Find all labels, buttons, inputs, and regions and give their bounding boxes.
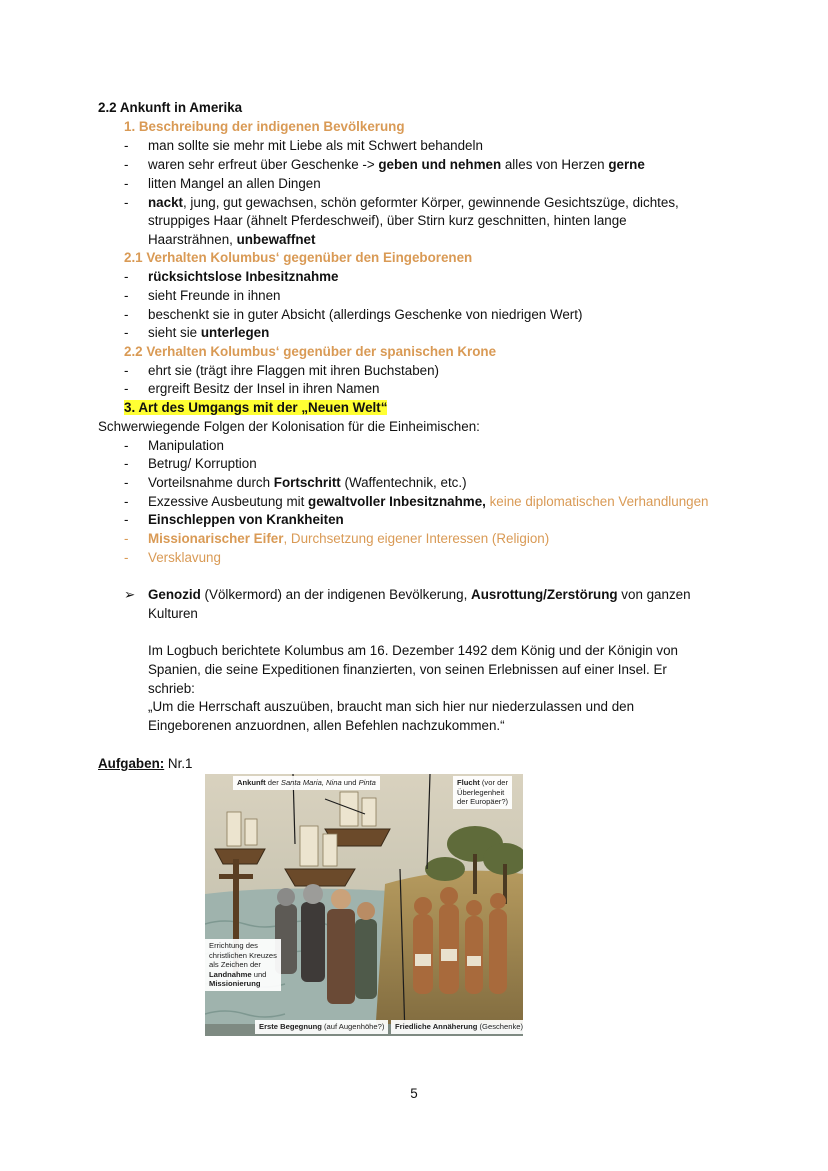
painting-illustration: [205, 774, 523, 1036]
page-number: 5: [410, 1086, 418, 1101]
caption-flight: Flucht (vor der Überlegenheit der Europäer?): [453, 776, 512, 809]
heading-behavior-crown: 2.2 Verhalten Kolumbus‘ gegenüber der spanischen Krone: [124, 344, 497, 359]
arrow-bullet-icon: ➢: [124, 587, 136, 602]
document-page: 2.2 Ankunft in Amerika 1. Beschreibung der indigenen Bevölkerung - man sollte sie mehr mit Liebe als mit Schwert behandeln - waren sehr erfreut über Geschenke -> geben und nehmen alles von Herzen gerne - litten Mangel an allen Dingen - nackt, jung, gut gewachsen, schön geformter Körper, gewinnende Gesichtszüge, dichtes, struppiges Haar (ähnelt Pferdeschweif), über Stirn kurz geschnitten, hinten lange Haarsträhnen, unbewaffnet 2.1 Verhalten Kolumbus‘ gegenüber den Eingeborenen - rücksichtslose Inbesitznahme - sieht Freunde in ihnen - beschenkt sie in guter Absicht (allerdings Geschenke von niedrigen Wert) - sieht sie unterlegen 2.2 Verhalten Kolumbus‘ gegenüber der spanischen Krone - ehrt sie (trägt ihre Flaggen mit ihren Buchstaben) - ergreift Besitz der Insel in ihren Namen 3. Art des Umgangs mit der „Neuen Welt“ Schwerwiegende Folgen der Kolonisation für die Einheimischen: - Manipulation - Betrug/ Korruption - Vorteilsnahme durch Fortschritt (Waffentechnik, etc.) - Exzessive Ausbeutung mit gewaltvoller Inbesitznahme, keine diplomatischen Verhandlungen - Einschleppen von Krankheiten - Missionarischer Eifer, Durchsetzung eigener Interessen (Religion) - Versklavung ➢ Genozid (Völkermord) an der indigenen Bevölkerung, Ausrottung/Zerstörung von ganzen Kulturen Im Logbuch berichtete Kolumbus am 16. Dezember 1492 dem König und der Königin von Spanien, die seine Expeditionen finanzierten, von seinen Erlebnissen auf einer Insel. Er schrieb: „Um die Herrschaft auszuüben, braucht man sich hier nur niederzulassen und den Eingeborenen anzuordnen, allen Befehlen nachzukommen.“ Aufgaben: Nr.1 Ankunft der Santa Maria, Nina und Pinta Flucht (vor der Überlegenheit der Europäer?) Errichtung des christlichen Kreuzes als Zeichen der Landnahme und Missionierung Erste Begegnung (auf Augenhöhe?) Friedliche Annäherung (Geschenke) 5: [0, 0, 828, 1171]
heading-new-world: 3. Art des Umgangs mit der „Neuen Welt“: [124, 400, 388, 415]
columbus-landing-image: [205, 774, 523, 1036]
caption-peaceful-approach: Friedliche Annäherung (Geschenke): [391, 1020, 523, 1034]
section-title: 2.2 Ankunft in Amerika: [98, 100, 243, 115]
caption-first-meeting: Erste Begegnung (auf Augenhöhe?): [255, 1020, 388, 1034]
heading-indigenous: 1. Beschreibung der indigenen Bevölkerung: [124, 119, 405, 134]
consequences-intro: Schwerwiegende Folgen der Kolonisation für die Einheimischen:: [98, 419, 480, 434]
tasks-line: Aufgaben: Nr.1: [98, 756, 193, 771]
caption-arrival: Ankunft der Santa Maria, Nina und Pinta: [233, 776, 380, 790]
caption-cross: Errichtung des christlichen Kreuzes als Zeichen der Landnahme und Missionierung: [205, 939, 281, 991]
heading-behavior-natives: 2.1 Verhalten Kolumbus‘ gegenüber den Eingeborenen: [124, 250, 473, 265]
